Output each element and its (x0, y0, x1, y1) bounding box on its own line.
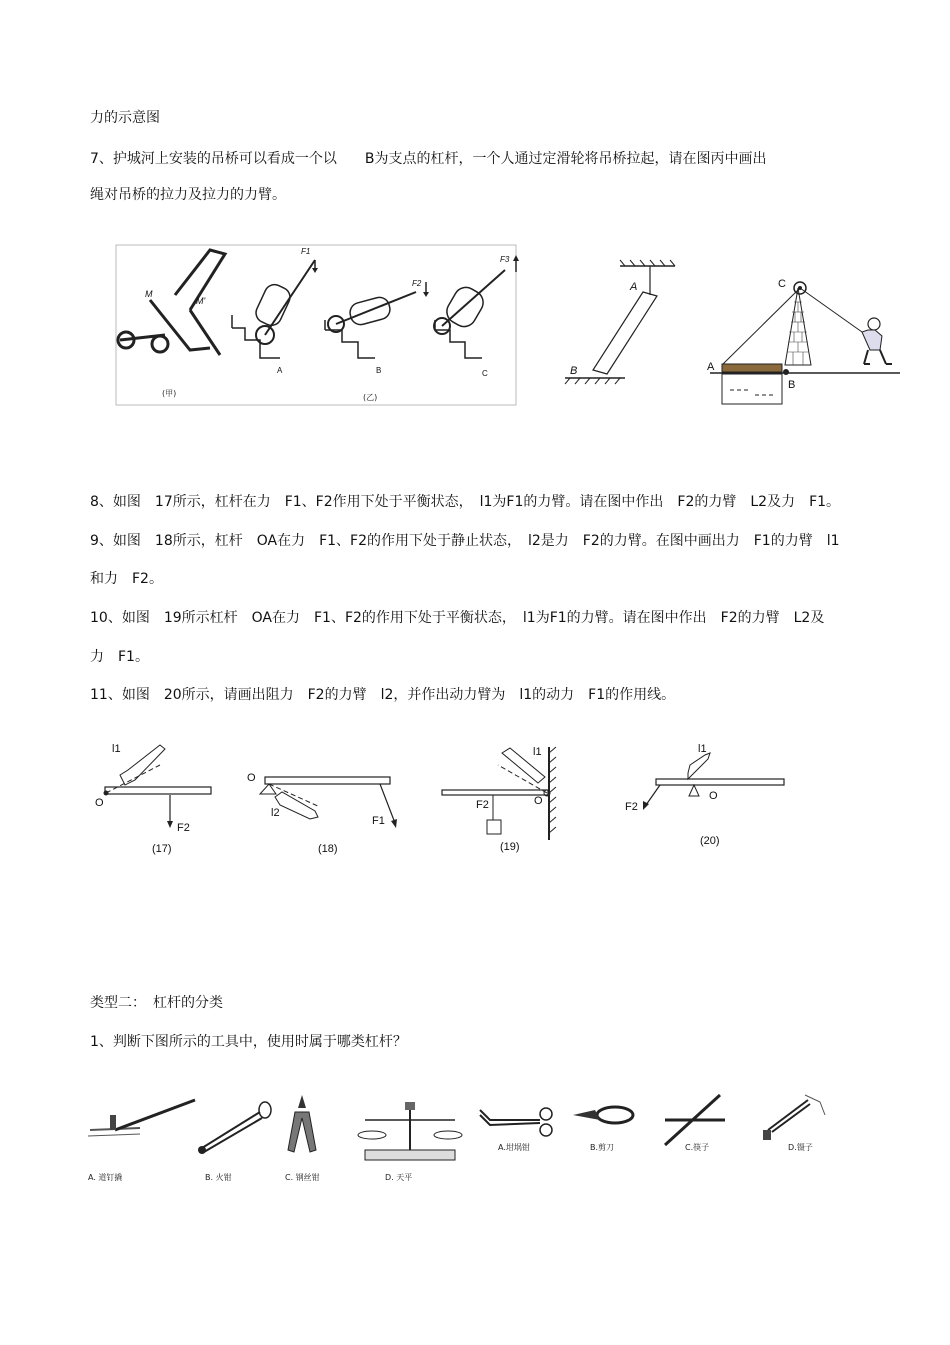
caption-yi: (乙) (363, 393, 378, 402)
label-20-l1: l1 (698, 743, 707, 755)
question-7-line-2: 绳对吊桥的拉力及拉力的力臂。 (90, 187, 286, 203)
label-19-F2: F2 (476, 799, 489, 811)
caption-tool-A: A. 道钉撬 (88, 1173, 123, 1182)
label-B-truck: B (376, 366, 382, 375)
pliers-tool (288, 1095, 316, 1152)
question-11: 11、如图 20所示，请画出阻力 F2的力臂 l2，并作出动力臂为 l1的动力 F1的作用线。 (90, 687, 676, 703)
label-F3: F3 (500, 255, 510, 264)
figure-19 (442, 746, 556, 853)
tongs-tool (198, 1102, 271, 1154)
label-M: M (145, 289, 153, 299)
label-18-O: O (247, 772, 256, 784)
label-F1: F1 (301, 247, 311, 256)
chopsticks-tool (665, 1095, 725, 1145)
section-heading: 力的示意图 (90, 110, 160, 126)
caption-jia: (甲) (162, 389, 177, 398)
label-F2: F2 (412, 279, 422, 288)
question-8: 8、如图 17所示，杠杆在力 F1、F2作用下处于平衡状态， l1为F1的力臂。请在图中作出 F2的力臂 L2及力 F1。 (90, 494, 841, 510)
question-9-line-1: 9、如图 18所示，杠杆 OA在力 F1、F2的作用下处于静止状态， l2是力 F2的力臂。在图中画出力 F1的力臂 l1 (90, 533, 840, 549)
caption-tool-C: C. 钢丝钳 (285, 1173, 320, 1182)
type-2-question-1: 1、判断下图所示的工具中，使用时属于哪类杠杆？ (90, 1034, 407, 1050)
question-10-line-2: 力 F1。 (90, 649, 149, 665)
question-7-line-1: 7、护城河上安装的吊桥可以看成一个以 B为支点的杠杆，一个人通过定滑轮将吊桥拉起，请在图丙中画出 (90, 151, 767, 167)
caption-tool-A2: A.坩埚钳 (498, 1143, 530, 1152)
caption-tool-B: B. 火钳 (205, 1173, 232, 1182)
label-C-truck: C (482, 369, 488, 378)
figure-row-levers (90, 735, 810, 865)
section-type-2-heading: 类型二： 杠杆的分类 (90, 995, 223, 1011)
label-18-F1: F1 (372, 815, 385, 827)
figure-18 (247, 772, 397, 855)
caption-18: (18) (318, 843, 338, 855)
hanging-rod-figure (565, 260, 675, 384)
caption-19: (19) (500, 841, 520, 853)
caption-tool-D: D. 天平 (385, 1173, 413, 1182)
label-19-O: O (534, 795, 543, 807)
label-17-l1: l1 (112, 743, 121, 755)
figure-17 (95, 743, 211, 855)
label-20-F2: F2 (625, 801, 638, 813)
label-rod-A: A (630, 281, 638, 293)
figure-row-top (110, 240, 910, 420)
tools-panel-left (88, 1095, 462, 1182)
crowbar-tool (88, 1100, 195, 1136)
caption-tool-B2: B.剪刀 (590, 1143, 615, 1152)
label-18-l2: l2 (271, 807, 280, 819)
label-A-truck: A (277, 366, 283, 375)
question-10-line-1: 10、如图 19所示杠杆 OA在力 F1、F2的作用下处于平衡状态， l1为F1的力臂。请在图中作出 F2的力臂 L2及 (90, 610, 825, 626)
scissors-tool (573, 1107, 633, 1123)
question-9-line-2: 和力 F2。 (90, 571, 163, 587)
balance-tool (358, 1102, 462, 1160)
figure-row-tools (80, 1090, 870, 1190)
label-20-O: O (709, 790, 718, 802)
label-bridge-C: C (778, 278, 786, 290)
label-17-O: O (95, 797, 104, 809)
label-M-prime: M' (196, 296, 206, 306)
caption-tool-D2: D.镊子 (788, 1143, 813, 1152)
crucible-tongs-tool (480, 1108, 552, 1136)
label-19-l1: l1 (533, 746, 542, 758)
caption-20: (20) (700, 835, 720, 847)
caption-17: (17) (152, 843, 172, 855)
tools-panel-right (480, 1095, 825, 1152)
caption-tool-C2: C.筷子 (685, 1143, 710, 1152)
label-17-F2: F2 (177, 822, 190, 834)
drawbridge-figure (707, 278, 900, 404)
hand-truck-figure (116, 245, 519, 405)
label-bridge-B: B (788, 379, 796, 391)
tweezers-tool (763, 1095, 825, 1140)
figure-20 (625, 743, 784, 847)
label-rod-B: B (570, 365, 578, 377)
label-bridge-A: A (707, 361, 715, 373)
